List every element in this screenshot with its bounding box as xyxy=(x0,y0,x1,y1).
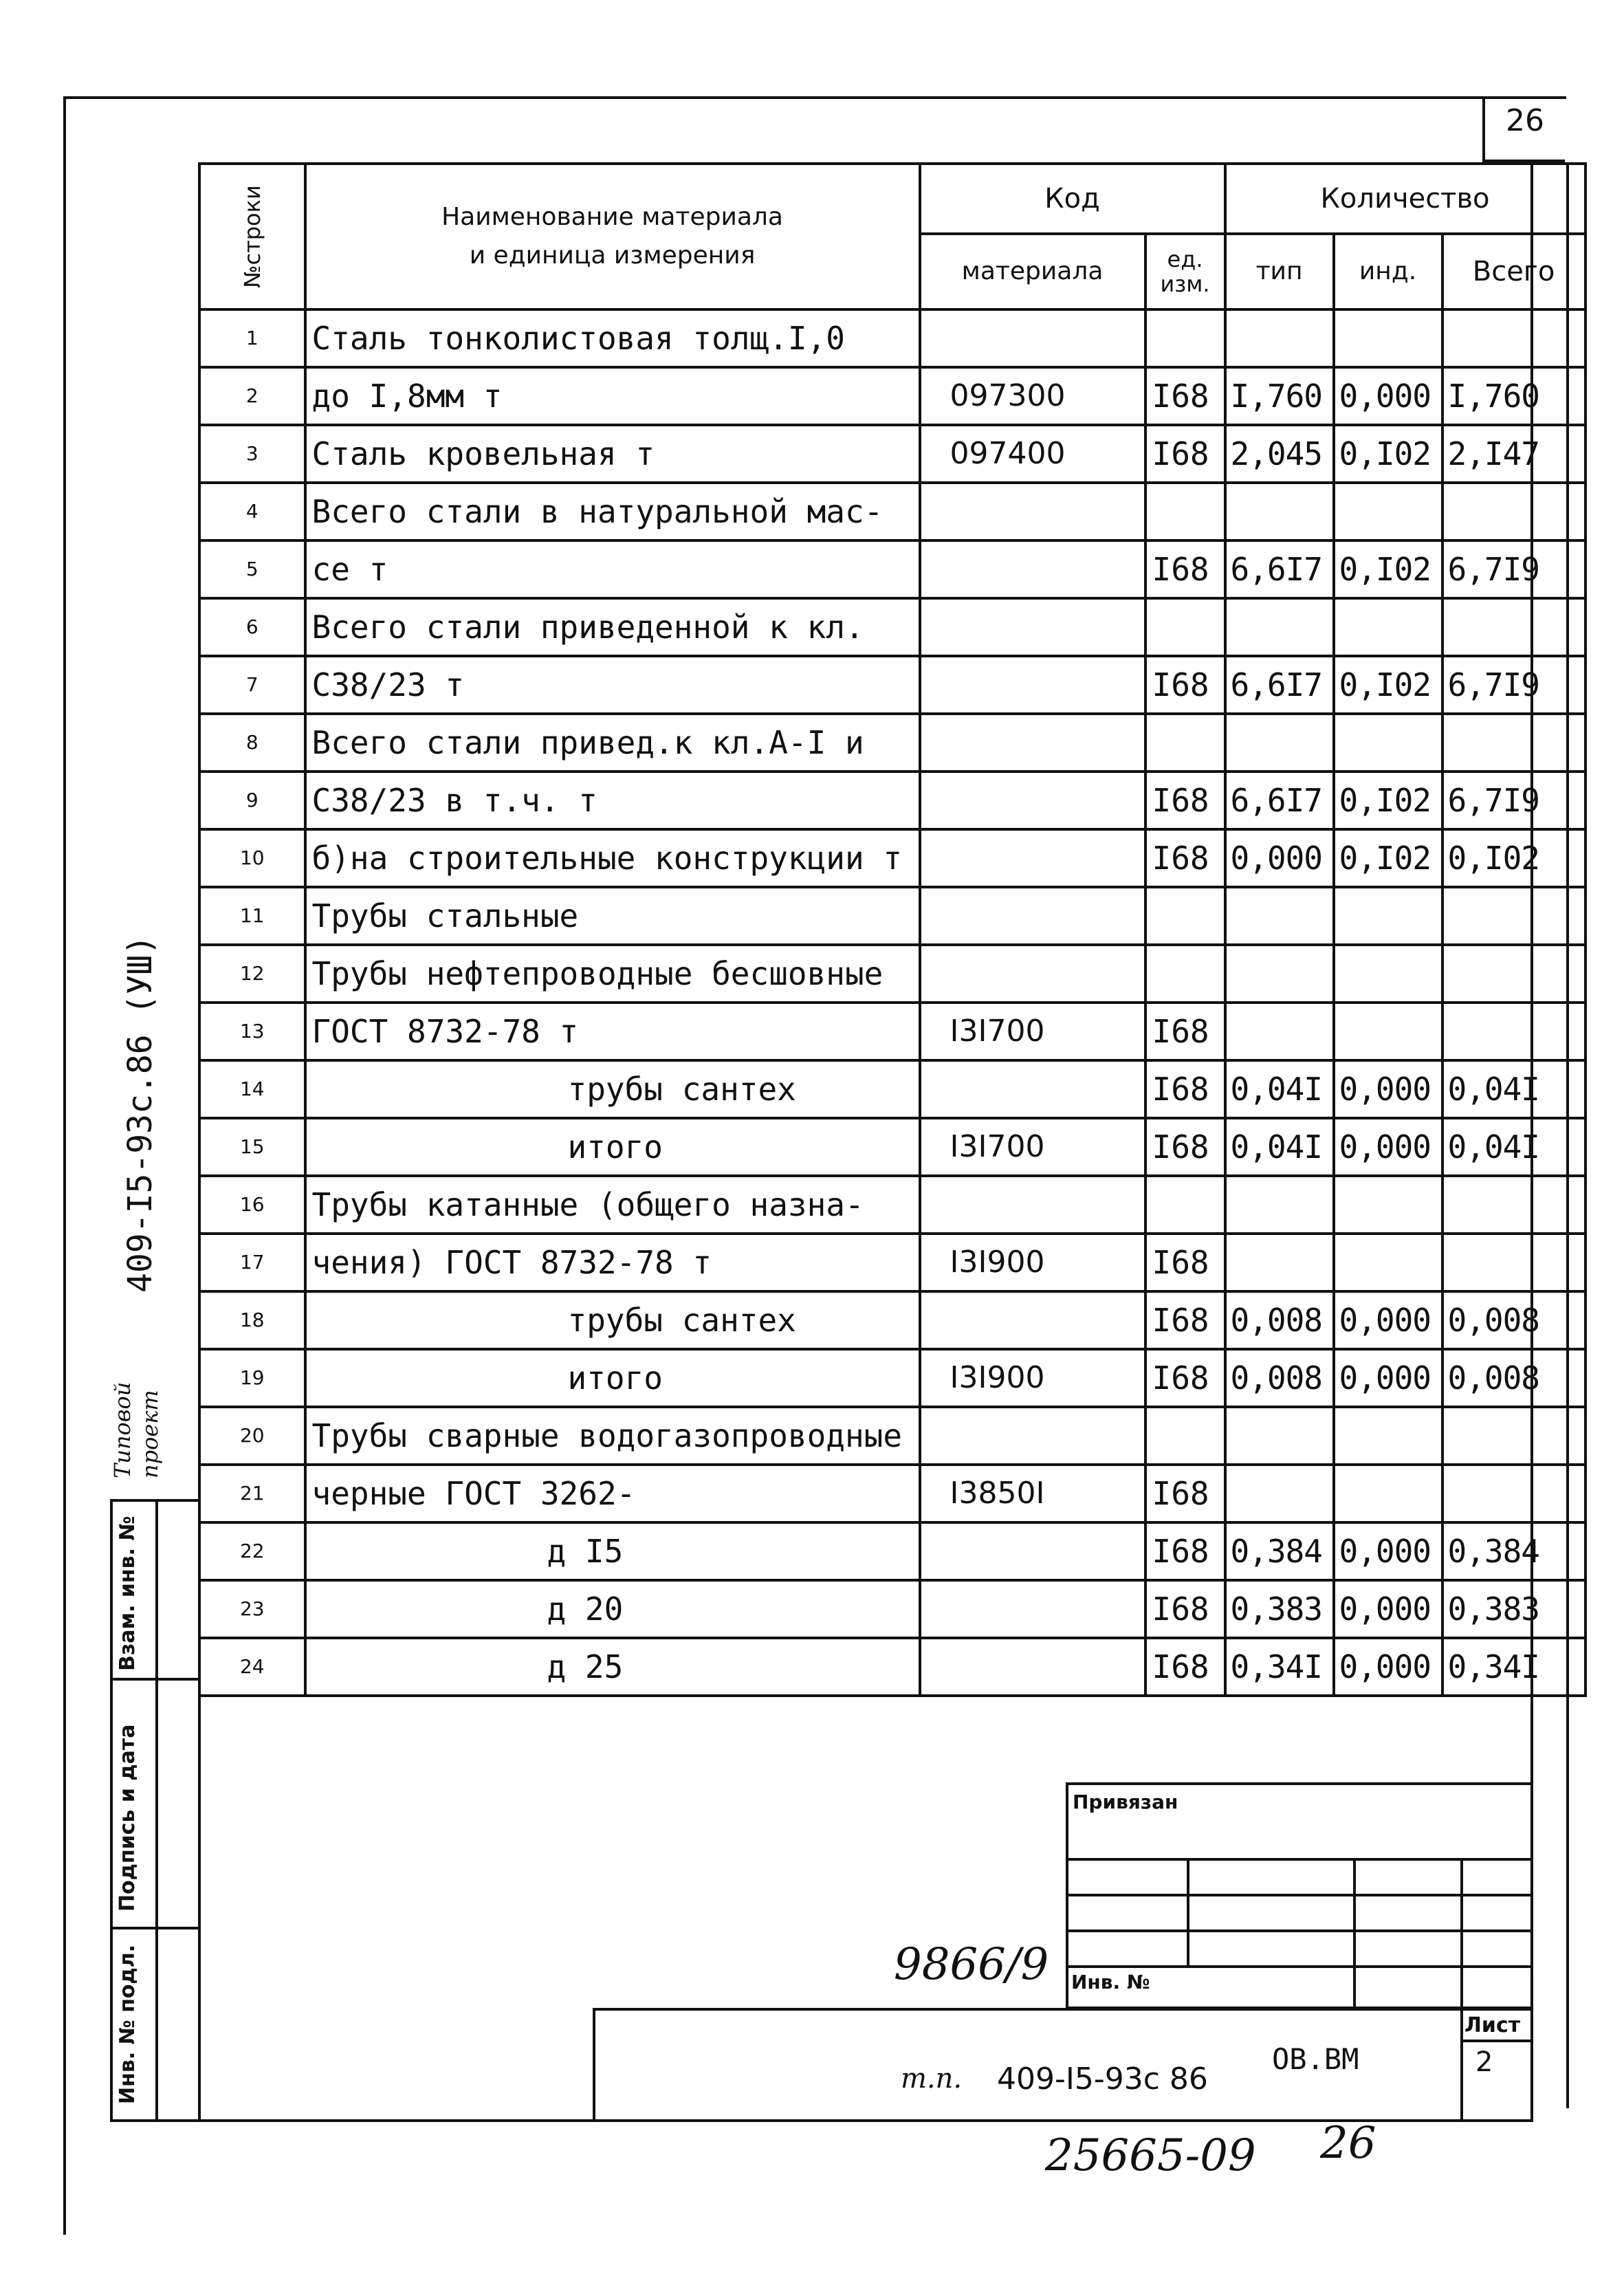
row-number: 12 xyxy=(199,945,305,1003)
unit-code: I68 xyxy=(1145,772,1225,829)
frame-left-line xyxy=(63,96,66,2235)
material-code xyxy=(920,1176,1145,1234)
material-name: итого xyxy=(305,1118,920,1176)
material-name: до I,8мм т xyxy=(305,367,920,425)
material-code xyxy=(920,945,1145,1003)
material-code: 097400 xyxy=(920,425,1145,483)
unit-code: I68 xyxy=(1145,367,1225,425)
header-unit: ед. изм. xyxy=(1145,234,1225,309)
stamp-sheet-label: Лист xyxy=(1464,2013,1521,2037)
qty-ind: 0,000 xyxy=(1334,1349,1442,1407)
row-number: 17 xyxy=(199,1234,305,1291)
qty-type xyxy=(1225,1407,1334,1465)
side-strip-sep-1 xyxy=(110,1678,201,1681)
material-code xyxy=(920,1580,1145,1638)
header-quantity: Количество xyxy=(1225,164,1585,234)
material-name: д 25 xyxy=(305,1638,920,1696)
qty-ind: 0,I02 xyxy=(1334,829,1442,887)
stamp-sheet-hline xyxy=(1460,2040,1533,2042)
row-number: 20 xyxy=(199,1407,305,1465)
table-row xyxy=(199,367,1585,425)
page-number: 26 xyxy=(1506,103,1544,138)
material-code xyxy=(920,829,1145,887)
unit-code xyxy=(1145,1176,1225,1234)
material-name: Всего стали приведенной к кл. xyxy=(305,598,920,656)
material-name: ГОСТ 8732-78 т xyxy=(305,1003,920,1060)
row-number: 5 xyxy=(199,540,305,598)
material-code xyxy=(920,483,1145,540)
qty-type: 6,6I7 xyxy=(1225,772,1334,829)
unit-code xyxy=(1145,887,1225,945)
material-code xyxy=(920,1638,1145,1696)
material-name: се т xyxy=(305,540,920,598)
qty-total: 0,04I xyxy=(1442,1060,1585,1118)
row-number: 7 xyxy=(199,656,305,714)
qty-type xyxy=(1225,1234,1334,1291)
header-type: тип xyxy=(1225,234,1334,309)
qty-total xyxy=(1442,714,1585,772)
qty-type: 6,6I7 xyxy=(1225,540,1334,598)
table-row xyxy=(199,1291,1585,1349)
material-name: трубы сантех xyxy=(305,1291,920,1349)
table-row xyxy=(199,1407,1585,1465)
qty-ind xyxy=(1334,1003,1442,1060)
materials-table xyxy=(198,162,1587,1697)
frame-top-line xyxy=(63,96,1566,99)
material-name: б)на строительные конструкции т xyxy=(305,829,920,887)
qty-total xyxy=(1442,1234,1585,1291)
qty-type: 2,045 xyxy=(1225,425,1334,483)
qty-ind: 0,000 xyxy=(1334,1522,1442,1580)
unit-code: I68 xyxy=(1145,1580,1225,1638)
qty-ind xyxy=(1334,1234,1442,1291)
unit-code: I68 xyxy=(1145,1465,1225,1522)
qty-type xyxy=(1225,1176,1334,1234)
material-code xyxy=(920,656,1145,714)
row-number: 23 xyxy=(199,1580,305,1638)
qty-type: 0,000 xyxy=(1225,829,1334,887)
unit-code xyxy=(1145,1407,1225,1465)
table-row xyxy=(199,540,1585,598)
table-row xyxy=(199,425,1585,483)
qty-total xyxy=(1442,945,1585,1003)
qty-total xyxy=(1442,887,1585,945)
stamp-doc-prefix: т.п. xyxy=(901,2063,963,2095)
table-row xyxy=(199,598,1585,656)
qty-type xyxy=(1225,887,1334,945)
unit-code: I68 xyxy=(1145,1638,1225,1696)
qty-total xyxy=(1442,1407,1585,1465)
qty-ind: 0,I02 xyxy=(1334,540,1442,598)
side-strip-divider xyxy=(155,1499,158,2119)
material-code: I3I900 xyxy=(920,1234,1145,1291)
unit-code: I68 xyxy=(1145,425,1225,483)
table-row xyxy=(199,1465,1585,1522)
row-number: 15 xyxy=(199,1118,305,1176)
qty-total: I,760 xyxy=(1442,367,1585,425)
qty-total xyxy=(1442,1465,1585,1522)
qty-ind: 0,000 xyxy=(1334,1118,1442,1176)
material-name: Трубы катанные (общего назна- xyxy=(305,1176,920,1234)
material-code: 097300 xyxy=(920,367,1145,425)
material-code xyxy=(920,1060,1145,1118)
material-code xyxy=(920,598,1145,656)
unit-code: I68 xyxy=(1145,829,1225,887)
row-number: 19 xyxy=(199,1349,305,1407)
material-code xyxy=(920,1522,1145,1580)
row-number: 1 xyxy=(199,309,305,367)
qty-total: 6,7I9 xyxy=(1442,656,1585,714)
row-number: 22 xyxy=(199,1522,305,1580)
qty-ind xyxy=(1334,309,1442,367)
side-inv-orig: Инв. № подл. xyxy=(116,1944,140,2104)
qty-total: 0,I02 xyxy=(1442,829,1585,887)
material-name: трубы сантех xyxy=(305,1060,920,1118)
handwritten-bottom-code: 25665-09 xyxy=(1045,2130,1256,2181)
side-inv-replace: Взам. инв. № xyxy=(116,1516,140,1671)
table-row xyxy=(199,1060,1585,1118)
qty-ind: 0,000 xyxy=(1334,1638,1442,1696)
material-code xyxy=(920,540,1145,598)
qty-total xyxy=(1442,1176,1585,1234)
row-number: 8 xyxy=(199,714,305,772)
header-row-no: №строки xyxy=(199,164,305,309)
unit-code: I68 xyxy=(1145,1349,1225,1407)
material-name: Трубы нефтепроводные бесшовные xyxy=(305,945,920,1003)
material-code xyxy=(920,887,1145,945)
material-code xyxy=(920,714,1145,772)
qty-type: 0,384 xyxy=(1225,1522,1334,1580)
material-name: С38/23 т xyxy=(305,656,920,714)
qty-type xyxy=(1225,1003,1334,1060)
stamp-doc-code: 409-I5-93с 86 xyxy=(997,2062,1208,2097)
stamp-hline-2 xyxy=(1066,1894,1533,1896)
table-row xyxy=(199,772,1585,829)
row-number: 14 xyxy=(199,1060,305,1118)
unit-code xyxy=(1145,714,1225,772)
stamp-attached-label: Привязан xyxy=(1073,1791,1178,1813)
row-number: 11 xyxy=(199,887,305,945)
table-row xyxy=(199,829,1585,887)
table-row xyxy=(199,309,1585,367)
material-name: Трубы стальные xyxy=(305,887,920,945)
qty-total: 0,008 xyxy=(1442,1349,1585,1407)
row-number: 6 xyxy=(199,598,305,656)
table-row xyxy=(199,1580,1585,1638)
qty-type: 0,008 xyxy=(1225,1349,1334,1407)
stamp-vline-3 xyxy=(1460,1858,1463,2009)
row-number: 24 xyxy=(199,1638,305,1696)
unit-code: I68 xyxy=(1145,1118,1225,1176)
row-number: 21 xyxy=(199,1465,305,1522)
stamp-hline-4 xyxy=(1066,1965,1533,1968)
qty-total: 2,I47 xyxy=(1442,425,1585,483)
qty-total: 0,383 xyxy=(1442,1580,1585,1638)
row-number: 18 xyxy=(199,1291,305,1349)
table-row xyxy=(199,483,1585,540)
qty-ind xyxy=(1334,1407,1442,1465)
header-ind: инд. xyxy=(1334,234,1442,309)
qty-type xyxy=(1225,1465,1334,1522)
table-row xyxy=(199,714,1585,772)
material-name: чения) ГОСТ 8732-78 т xyxy=(305,1234,920,1291)
qty-type: 0,04I xyxy=(1225,1060,1334,1118)
unit-code: I68 xyxy=(1145,540,1225,598)
stamp-vline-1 xyxy=(1187,1858,1189,1965)
material-code xyxy=(920,772,1145,829)
row-number: 16 xyxy=(199,1176,305,1234)
qty-total: 6,7I9 xyxy=(1442,772,1585,829)
row-number: 2 xyxy=(199,367,305,425)
qty-total xyxy=(1442,1003,1585,1060)
table-row xyxy=(199,1234,1585,1291)
table-row xyxy=(199,887,1585,945)
qty-total: 0,008 xyxy=(1442,1291,1585,1349)
material-code xyxy=(920,1291,1145,1349)
unit-code xyxy=(1145,945,1225,1003)
material-code xyxy=(920,1407,1145,1465)
unit-code: I68 xyxy=(1145,1003,1225,1060)
qty-type: 0,008 xyxy=(1225,1291,1334,1349)
qty-type xyxy=(1225,714,1334,772)
material-name: Всего стали в натуральной мас- xyxy=(305,483,920,540)
unit-code xyxy=(1145,483,1225,540)
material-name: Трубы сварные водогазопроводные xyxy=(305,1407,920,1465)
qty-type: 0,383 xyxy=(1225,1580,1334,1638)
side-strip-sep-2 xyxy=(110,1927,201,1929)
header-material: материала xyxy=(920,234,1145,309)
side-sign-date: Подпись и дата xyxy=(116,1724,140,1912)
material-name: С38/23 в т.ч. т xyxy=(305,772,920,829)
qty-ind: 0,000 xyxy=(1334,367,1442,425)
table-row xyxy=(199,1638,1585,1696)
material-name: Сталь кровельная т xyxy=(305,425,920,483)
table-row xyxy=(199,1118,1585,1176)
material-code xyxy=(920,309,1145,367)
unit-code: I68 xyxy=(1145,1060,1225,1118)
qty-ind: 0,000 xyxy=(1334,1580,1442,1638)
qty-type: 0,34I xyxy=(1225,1638,1334,1696)
qty-ind: 0,I02 xyxy=(1334,656,1442,714)
qty-type: 6,6I7 xyxy=(1225,656,1334,714)
material-name: д 20 xyxy=(305,1580,920,1638)
material-code: I3850I xyxy=(920,1465,1145,1522)
row-number: 4 xyxy=(199,483,305,540)
qty-ind: 0,I02 xyxy=(1334,772,1442,829)
stamp-doc-suffix: ОВ.ВМ xyxy=(1272,2042,1359,2076)
handwritten-left-note: 9866/9 xyxy=(894,1939,1049,1990)
unit-code: I68 xyxy=(1145,1234,1225,1291)
material-name: итого xyxy=(305,1349,920,1407)
material-name: Всего стали привед.к кл.А-I и xyxy=(305,714,920,772)
table-row xyxy=(199,945,1585,1003)
qty-total xyxy=(1442,309,1585,367)
qty-total xyxy=(1442,483,1585,540)
header-code: Код xyxy=(920,164,1225,234)
qty-total: 6,7I9 xyxy=(1442,540,1585,598)
qty-ind xyxy=(1334,598,1442,656)
qty-ind xyxy=(1334,1176,1442,1234)
qty-ind: 0,000 xyxy=(1334,1291,1442,1349)
table-row xyxy=(199,1003,1585,1060)
material-code: I3I700 xyxy=(920,1003,1145,1060)
material-name: Сталь тонколистовая толщ.I,0 xyxy=(305,309,920,367)
unit-code: I68 xyxy=(1145,1522,1225,1580)
stamp-vline-2 xyxy=(1353,1858,1356,2009)
qty-total: 0,384 xyxy=(1442,1522,1585,1580)
unit-code xyxy=(1145,598,1225,656)
qty-ind: 0,000 xyxy=(1334,1060,1442,1118)
row-number: 13 xyxy=(199,1003,305,1060)
stamp-inv-no-label: Инв. № xyxy=(1071,1971,1150,1993)
header-name: Наименование материала и единица измерения xyxy=(305,164,920,309)
stamp-sheet-no: 2 xyxy=(1475,2046,1493,2078)
table-row xyxy=(199,1176,1585,1234)
row-number: 3 xyxy=(199,425,305,483)
row-number: 10 xyxy=(199,829,305,887)
qty-ind xyxy=(1334,945,1442,1003)
side-typical-project: Типовой проект xyxy=(109,1381,163,1478)
table-row xyxy=(199,656,1585,714)
handwritten-bottom-page: 26 xyxy=(1320,2118,1376,2169)
qty-type: 0,04I xyxy=(1225,1118,1334,1176)
row-number: 9 xyxy=(199,772,305,829)
qty-type xyxy=(1225,309,1334,367)
side-doc-code: 409-I5-93с.86 (УШ) xyxy=(121,934,160,1293)
qty-type xyxy=(1225,483,1334,540)
qty-total: 0,04I xyxy=(1442,1118,1585,1176)
qty-type xyxy=(1225,598,1334,656)
qty-total xyxy=(1442,598,1585,656)
material-name: д I5 xyxy=(305,1522,920,1580)
table-row xyxy=(199,1349,1585,1407)
stamp-hline-1 xyxy=(1066,1858,1533,1861)
unit-code xyxy=(1145,309,1225,367)
stamp-sheet-vline xyxy=(1460,2008,1463,2119)
qty-ind xyxy=(1334,1465,1442,1522)
stamp-hline-3 xyxy=(1066,1929,1533,1932)
qty-ind xyxy=(1334,714,1442,772)
unit-code: I68 xyxy=(1145,656,1225,714)
qty-ind xyxy=(1334,887,1442,945)
material-code: I3I700 xyxy=(920,1118,1145,1176)
table-row xyxy=(199,1522,1585,1580)
qty-ind: 0,I02 xyxy=(1334,425,1442,483)
qty-type: I,760 xyxy=(1225,367,1334,425)
header-total: Всего xyxy=(1442,234,1585,309)
material-name: черные ГОСТ 3262- xyxy=(305,1465,920,1522)
unit-code: I68 xyxy=(1145,1291,1225,1349)
qty-type xyxy=(1225,945,1334,1003)
material-code: I3I900 xyxy=(920,1349,1145,1407)
qty-ind xyxy=(1334,483,1442,540)
qty-total: 0,34I xyxy=(1442,1638,1585,1696)
